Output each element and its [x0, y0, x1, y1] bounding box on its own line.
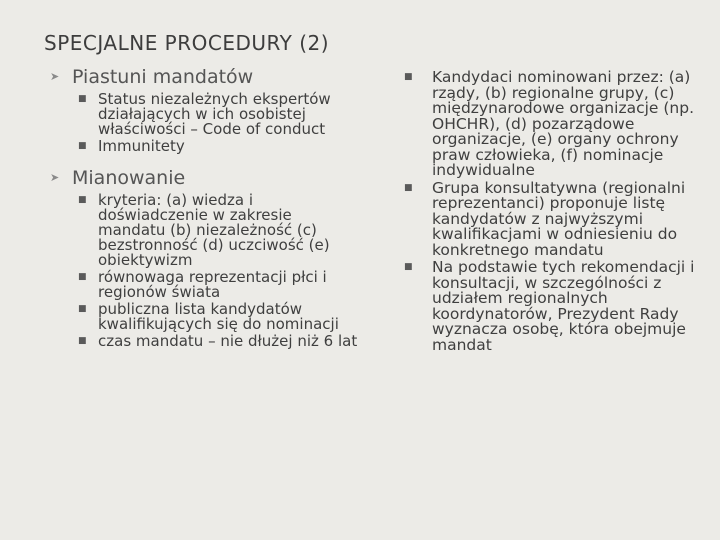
- square-bullet-icon: ■: [404, 262, 413, 272]
- square-bullet-icon: ■: [78, 195, 87, 205]
- right-column: [404, 70, 704, 355]
- list-item-text: czas mandatu – nie dłużej niż 6 lat: [98, 332, 358, 350]
- sub-list: [48, 92, 358, 154]
- left-column: [48, 66, 358, 351]
- list-item: [48, 92, 358, 137]
- slide-title: SPECJALNE PROCEDURY (2): [44, 31, 330, 55]
- list-item: [404, 70, 704, 179]
- square-bullet-icon: ■: [404, 182, 413, 193]
- list-item-text: publiczna lista kandydatów kwalifikujących się do nominacji: [98, 300, 339, 333]
- sub-list: [48, 193, 358, 349]
- list-item-text: równowaga reprezentacji płci i regionów świata: [98, 268, 327, 301]
- list-item-text: Na podstawie tych rekomendacji i konsultacji, w szczególności z udziałem regionalnych koordynatorów, Prezydent Rady wyznacza osobę, która obejmuje mandat: [432, 258, 695, 354]
- square-bullet-icon: ■: [78, 272, 87, 282]
- square-bullet-icon: ■: [78, 94, 87, 104]
- list-item-text: Immunitety: [98, 137, 185, 155]
- square-bullet-icon: ■: [404, 72, 413, 82]
- list-item: [48, 193, 358, 268]
- section-heading: [48, 66, 358, 88]
- list-item: [404, 178, 704, 259]
- list-item: [48, 270, 358, 300]
- list-item: [48, 334, 358, 349]
- section-mianowanie: [48, 167, 358, 349]
- section-heading: [48, 167, 358, 189]
- list-item: [48, 139, 358, 154]
- list-item-text: Kandydaci nominowani przez: (a) rządy, (b) regionalne grupy, (c) międzynarodowe organizacje (np. OHCHR), (d) pozarządowe organizacje, (e) organy ochrony praw człowieka, (f) nominacje indywidualne: [432, 68, 695, 179]
- arrow-bullet-icon: ➤: [50, 70, 60, 83]
- list-item: [48, 302, 358, 332]
- square-bullet-icon: ■: [78, 336, 87, 346]
- arrow-bullet-icon: ➤: [50, 171, 60, 184]
- section-heading-text: Piastuni mandatów: [72, 66, 254, 88]
- section-piastuni: [48, 66, 358, 154]
- list-item-text: Grupa konsultatywna (regionalni reprezentanci) proponuje listę kandydatów z najwyższymi kwalifikacjami w odniesieniu do konkretnego mandatu: [432, 178, 686, 259]
- list-item: [404, 260, 704, 353]
- section-heading-text: Mianowanie: [72, 167, 186, 189]
- list-item-text: kryteria: (a) wiedza i doświadczenie w zakresie mandatu (b) niezależność (c) bezstronność (d) uczciwość (e) obiektywizm: [98, 191, 330, 269]
- square-bullet-icon: ■: [78, 304, 87, 314]
- square-bullet-icon: ■: [78, 141, 87, 151]
- list-item-text: Status niezależnych ekspertów działających w ich osobistej właściwości – Code of conduct: [98, 90, 331, 138]
